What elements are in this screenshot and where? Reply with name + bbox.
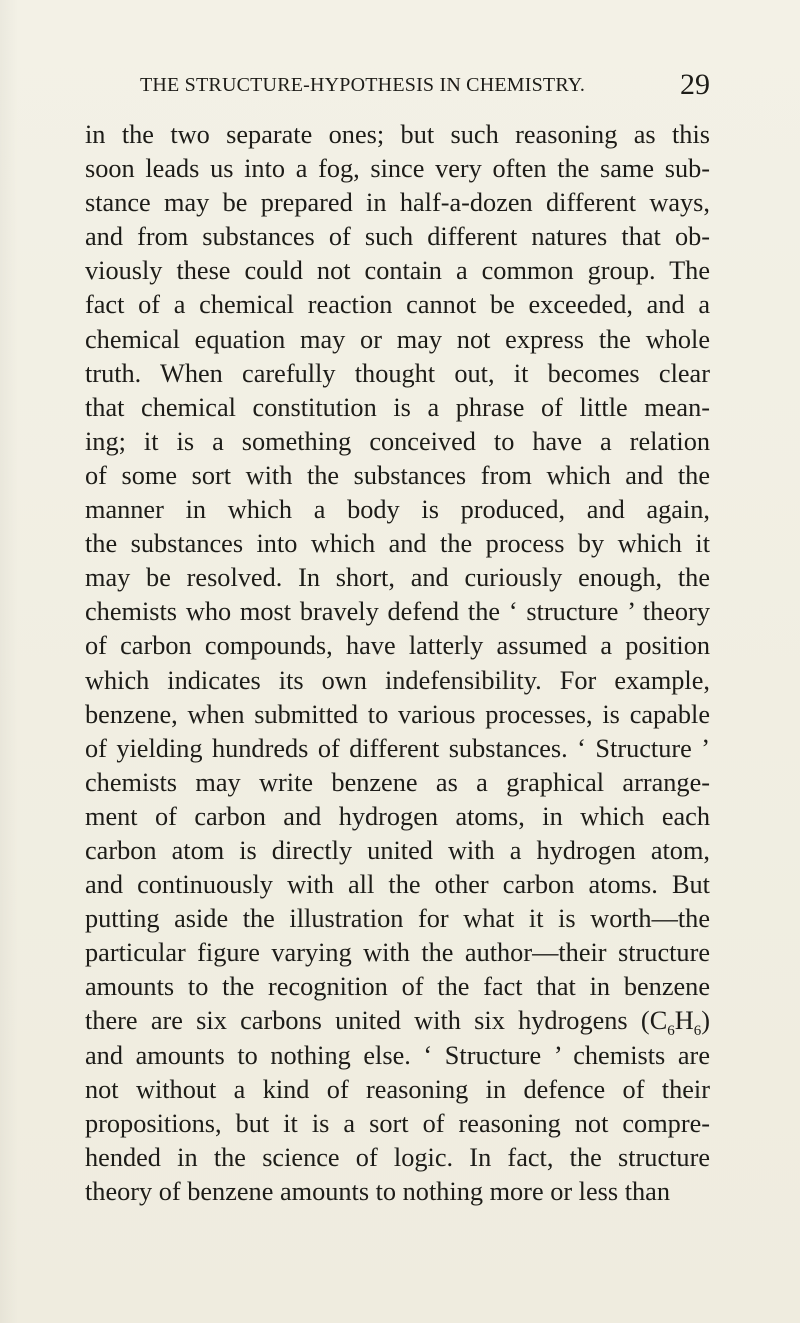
running-header xyxy=(140,68,710,106)
formula-carbon-count: 6 xyxy=(667,1023,675,1040)
text-line: ing; it is a something conceived to have a relation xyxy=(85,426,710,456)
text-line: the substances into which and the process by which it xyxy=(85,529,710,559)
text-line: ment of carbon and hydrogen atoms, in which each xyxy=(85,801,710,831)
formula-line xyxy=(85,1004,710,1038)
text-line: and continuously with all the other carbon atoms. But xyxy=(85,870,710,900)
text-line: that chemical constitution is a phrase of little mean- xyxy=(85,392,710,422)
text-line: chemical equation may or may not express the whole xyxy=(85,324,710,354)
text-line: chemists may write benzene as a graphical arrange- xyxy=(85,767,710,797)
text-line: truth. When carefully thought out, it becomes clear xyxy=(85,358,710,388)
text-line: not without a kind of reasoning in defence of their xyxy=(85,1074,710,1104)
text-line: of yielding hundreds of different substances. ‘ Structure ’ xyxy=(85,733,710,763)
text-line: in the two separate ones; but such reasoning as this xyxy=(85,120,710,149)
text-line: fact of a chemical reaction cannot be exceeded, and a xyxy=(85,290,710,320)
benzene-formula xyxy=(640,1006,710,1040)
text-line: may be resolved. In short, and curiously enough, the xyxy=(85,563,710,593)
text-line: and from substances of such different natures that ob- xyxy=(85,222,710,252)
text-line: and amounts to nothing else. ‘ Structure ’ chemists are xyxy=(85,1040,710,1070)
text-line: of some sort with the substances from which and the xyxy=(85,460,710,490)
formula-line-text: there are six carbons united with six hydrogens xyxy=(85,1006,641,1036)
formula-hydrogen-count: 6 xyxy=(693,1023,702,1040)
text-line: putting aside the illustration for what it is worth—the xyxy=(85,904,710,934)
body-text xyxy=(85,118,710,1209)
text-line: benzene, when submitted to various processes, is capable xyxy=(85,699,710,729)
formula-carbon-symbol: C xyxy=(649,1006,668,1036)
text-line: particular figure varying with the author—their structure xyxy=(85,938,710,968)
text-line: theory of benzene amounts to nothing more or less than xyxy=(85,1176,670,1206)
text-line: soon leads us into a fog, since very often the same sub- xyxy=(85,154,710,184)
text-line: which indicates its own indefensibility. For example, xyxy=(85,665,710,695)
text-line: propositions, but it is a sort of reasoning not compre- xyxy=(85,1108,710,1138)
formula-hydrogen-symbol: H xyxy=(674,1006,694,1036)
text-line: of carbon compounds, have latterly assumed a position xyxy=(85,631,710,661)
text-line: manner in which a body is produced, and again, xyxy=(85,495,710,525)
text-line: viously these could not contain a common group. The xyxy=(85,256,710,286)
text-line: carbon atom is directly united with a hydrogen atom, xyxy=(85,835,710,865)
text-line: chemists who most bravely defend the ‘ structure ’ theory xyxy=(85,597,710,627)
text-line: stance may be prepared in half-a-dozen different ways, xyxy=(85,188,710,218)
formula-paren-open: ( xyxy=(640,1006,650,1036)
formula-paren-close: ) xyxy=(701,1006,710,1036)
page-number: 29 xyxy=(680,68,710,101)
text-line: amounts to the recognition of the fact that in benzene xyxy=(85,972,710,1002)
header-title: THE STRUCTURE-HYPOTHESIS IN CHEMISTRY. xyxy=(140,74,586,96)
text-line: hended in the science of logic. In fact, the structure xyxy=(85,1142,710,1172)
